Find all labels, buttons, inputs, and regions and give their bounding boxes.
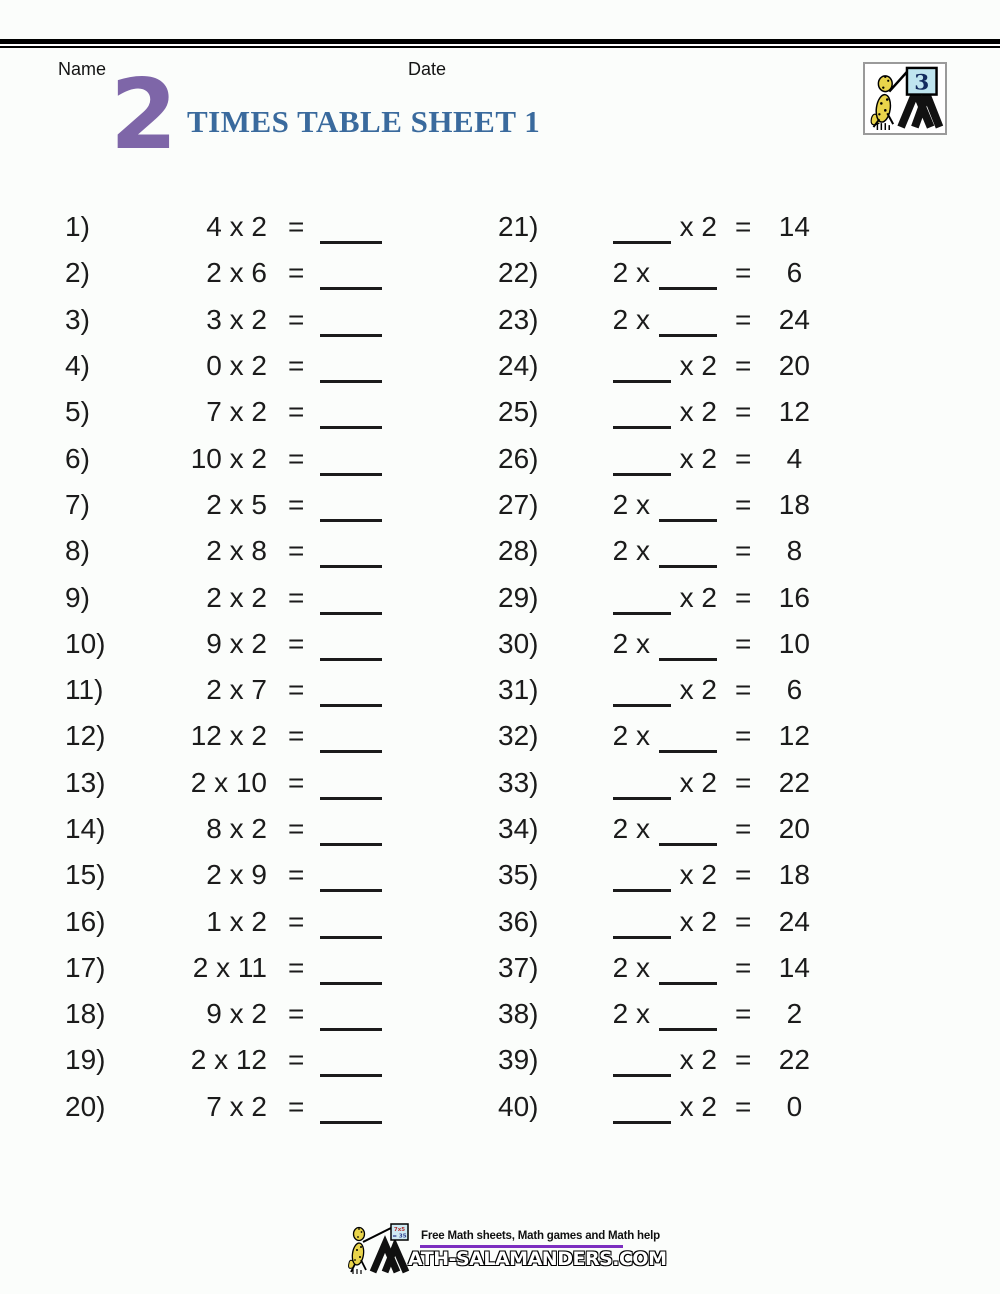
equals-sign: = [735, 488, 752, 520]
problem-expression: 2 x 2 [206, 581, 267, 613]
factor-blank [613, 1094, 671, 1124]
problem-expression: 2 x 11 [192, 951, 267, 983]
mini-sign-line2: = 35 [392, 1233, 407, 1240]
sheet-number: 2 [110, 58, 178, 171]
problem-expression: 0 x 2 [206, 350, 267, 382]
problem-row [498, 667, 828, 713]
problem-number: 26) [498, 442, 539, 474]
answer-blank [320, 955, 382, 985]
problem-expression: 4 x 2 [206, 211, 267, 243]
factor-blank [613, 585, 671, 615]
answer-value: 18 [778, 859, 810, 891]
problem-row [498, 852, 828, 898]
problem-expression: 2 x 7 [206, 674, 267, 706]
answer-value: 24 [778, 905, 810, 937]
problem-expression [605, 952, 717, 984]
answer-blank [320, 1001, 382, 1031]
problem-number: 32) [498, 720, 539, 752]
problem-row [65, 250, 395, 296]
expression-prefix: 2 x [612, 303, 650, 335]
problem-expression [605, 998, 717, 1030]
problem-number: 39) [498, 1044, 539, 1076]
top-rule [0, 39, 1000, 48]
factor-blank [613, 677, 671, 707]
answer-blank [320, 816, 382, 846]
answer-value: 22 [778, 766, 810, 798]
problem-row [65, 667, 395, 713]
problem-number: 31) [498, 674, 539, 706]
expression-suffix: x 2 [679, 905, 717, 937]
expression-suffix: x 2 [679, 766, 717, 798]
answer-blank [320, 446, 382, 476]
problem-row [65, 389, 395, 435]
problem-row [498, 528, 828, 574]
answer-value: 8 [786, 535, 803, 567]
problem-number: 25) [498, 396, 539, 428]
problem-number: 23) [498, 303, 539, 335]
problem-number: 28) [498, 535, 539, 567]
equals-sign: = [735, 1044, 752, 1076]
problem-row [65, 852, 395, 898]
answer-blank [320, 723, 382, 753]
answer-value: 14 [778, 951, 810, 983]
problem-expression [605, 628, 717, 660]
equals-sign: = [735, 813, 752, 844]
problem-row [65, 991, 395, 1037]
problem-expression: 2 x 10 [190, 766, 267, 798]
factor-blank [659, 816, 717, 846]
problem-number: 40) [498, 1090, 539, 1122]
name-label: Name [58, 59, 107, 79]
problem-number: 33) [498, 766, 539, 798]
answer-blank [320, 862, 382, 892]
problem-row [65, 204, 395, 250]
problem-row [498, 204, 828, 250]
problem-expression: 2 x 12 [190, 1044, 267, 1076]
expression-prefix: 2 x [612, 257, 650, 289]
equals-sign: = [735, 396, 752, 428]
answer-value: 4 [786, 442, 803, 474]
tagline: Free Math sheets, Math games and Math help [421, 1230, 660, 1242]
equals-sign: = [288, 303, 305, 335]
answer-value: 0 [786, 1090, 803, 1122]
problem-number: 13) [65, 766, 106, 798]
problem-expression: 2 x 9 [206, 859, 267, 891]
problem-number: 1) [65, 211, 90, 243]
factor-blank [613, 399, 671, 429]
problem-row [65, 713, 395, 759]
problem-expression [605, 813, 717, 845]
problem-row [498, 482, 828, 528]
mini-sign-line1: 7x5 [393, 1227, 406, 1233]
problem-row [498, 713, 828, 759]
problem-number: 35) [498, 859, 539, 891]
problem-expression [605, 1044, 717, 1076]
answer-blank [320, 770, 382, 800]
problem-number: 11) [65, 674, 104, 706]
answer-blank [320, 260, 382, 290]
answer-blank [320, 353, 382, 383]
factor-blank [659, 307, 717, 337]
problem-number: 12) [65, 720, 106, 752]
equals-sign: = [735, 627, 752, 659]
problem-row [498, 250, 828, 296]
m-logo-icon [901, 92, 939, 127]
problem-expression: 7 x 2 [206, 1090, 267, 1122]
problem-row [65, 806, 395, 852]
equals-sign: = [288, 535, 305, 567]
problem-number: 17) [65, 951, 106, 983]
equals-sign: = [735, 998, 752, 1030]
problem-expression: 10 x 2 [190, 442, 267, 474]
expression-prefix: 2 x [612, 488, 650, 520]
factor-blank [659, 492, 717, 522]
page-title: TIMES TABLE SHEET 1 [187, 104, 541, 139]
factor-blank [613, 353, 671, 383]
problem-number: 10) [65, 627, 106, 659]
equals-sign: = [735, 951, 752, 983]
problem-expression [605, 211, 717, 243]
expression-prefix: 2 x [612, 720, 650, 752]
equals-sign: = [288, 581, 305, 613]
problem-row [65, 435, 395, 481]
equals-sign: = [735, 303, 752, 335]
problem-expression: 3 x 2 [206, 303, 267, 335]
expression-suffix: x 2 [679, 1044, 717, 1076]
problem-number: 7) [65, 488, 90, 520]
equals-sign: = [735, 442, 752, 474]
problem-row [498, 435, 828, 481]
problem-number: 29) [498, 581, 539, 613]
expression-suffix: x 2 [679, 674, 717, 706]
answer-value: 14 [778, 211, 810, 243]
badge-number: 3 [914, 70, 930, 96]
problem-expression [605, 350, 717, 382]
problem-number: 18) [65, 998, 106, 1030]
footer-logo-area [345, 1222, 665, 1294]
problem-row [498, 1037, 828, 1083]
factor-blank [613, 1047, 671, 1077]
equals-sign: = [735, 211, 752, 243]
expression-prefix: 2 x [612, 627, 650, 659]
problem-row [498, 806, 828, 852]
expression-suffix: x 2 [679, 396, 717, 428]
problem-number: 24) [498, 350, 539, 382]
answer-blank [320, 492, 382, 522]
problem-expression [605, 720, 717, 752]
factor-blank [659, 538, 717, 568]
factor-blank [659, 955, 717, 985]
problem-row [498, 297, 828, 343]
problem-expression [605, 489, 717, 521]
problem-expression [605, 443, 717, 475]
problem-number: 14) [65, 813, 106, 844]
problem-row [65, 1037, 395, 1083]
answer-blank [320, 399, 382, 429]
equals-sign: = [735, 766, 752, 798]
problem-row [65, 945, 395, 991]
answer-value: 22 [778, 1044, 810, 1076]
factor-blank [613, 446, 671, 476]
answer-blank [320, 1047, 382, 1077]
problem-row [498, 621, 828, 667]
expression-suffix: x 2 [679, 211, 717, 243]
problem-number: 37) [498, 951, 539, 983]
equals-sign: = [288, 951, 305, 983]
answer-blank [320, 307, 382, 337]
problem-expression: 2 x 5 [206, 488, 267, 520]
problem-number: 5) [65, 396, 90, 428]
factor-blank [659, 1001, 717, 1031]
equals-sign: = [735, 350, 752, 382]
problem-row [498, 945, 828, 991]
equals-sign: = [288, 998, 305, 1030]
problem-expression [605, 767, 717, 799]
expression-prefix: 2 x [612, 813, 650, 844]
problem-number: 19) [65, 1044, 106, 1076]
problem-expression: 9 x 2 [206, 998, 267, 1030]
problem-number: 21) [498, 211, 539, 243]
expression-prefix: 2 x [612, 951, 650, 983]
equals-sign: = [735, 720, 752, 752]
expression-suffix: x 2 [679, 442, 717, 474]
problem-expression: 8 x 2 [206, 813, 267, 844]
problem-expression: 9 x 2 [206, 627, 267, 659]
equals-sign: = [288, 396, 305, 428]
problem-expression [605, 304, 717, 336]
factor-blank [613, 770, 671, 800]
problem-row [498, 574, 828, 620]
problem-expression: 2 x 6 [206, 257, 267, 289]
answer-value: 10 [778, 627, 810, 659]
answer-blank [320, 585, 382, 615]
problem-number: 15) [65, 859, 106, 891]
factor-blank [613, 214, 671, 244]
date-label: Date [408, 59, 447, 79]
problem-number: 9) [65, 581, 90, 613]
problem-expression [605, 859, 717, 891]
problem-number: 27) [498, 488, 539, 520]
answer-value: 12 [778, 720, 810, 752]
answer-value: 24 [778, 303, 810, 335]
factor-blank [659, 723, 717, 753]
problem-number: 4) [65, 350, 90, 382]
equals-sign: = [288, 813, 305, 844]
equals-sign: = [735, 674, 752, 706]
equals-sign: = [288, 211, 305, 243]
problem-row [65, 343, 395, 389]
equals-sign: = [288, 859, 305, 891]
equals-sign: = [288, 905, 305, 937]
equals-sign: = [288, 257, 305, 289]
problem-expression: 1 x 2 [206, 905, 267, 937]
equals-sign: = [288, 488, 305, 520]
problem-row [65, 621, 395, 667]
problem-number: 16) [65, 905, 106, 937]
problem-number: 3) [65, 303, 90, 335]
problem-row [65, 1084, 395, 1130]
answer-value: 2 [786, 998, 803, 1030]
problem-expression: 2 x 8 [206, 535, 267, 567]
problem-number: 36) [498, 905, 539, 937]
problem-expression [605, 1091, 717, 1123]
expression-suffix: x 2 [679, 859, 717, 891]
answer-blank [320, 214, 382, 244]
problem-row [498, 898, 828, 944]
problem-row [65, 760, 395, 806]
problem-row [498, 1084, 828, 1130]
problem-number: 38) [498, 998, 539, 1030]
problem-number: 34) [498, 813, 539, 844]
problem-expression [605, 906, 717, 938]
equals-sign: = [288, 627, 305, 659]
answer-value: 12 [778, 396, 810, 428]
answer-blank [320, 677, 382, 707]
problem-row [498, 343, 828, 389]
problem-row [65, 898, 395, 944]
equals-sign: = [735, 581, 752, 613]
m-logo-icon [373, 1244, 406, 1272]
problem-number: 2) [65, 257, 90, 289]
equals-sign: = [288, 674, 305, 706]
answer-value: 18 [778, 488, 810, 520]
answer-value: 6 [786, 674, 803, 706]
answer-value: 16 [778, 581, 810, 613]
answer-blank [320, 631, 382, 661]
factor-blank [659, 260, 717, 290]
equals-sign: = [735, 257, 752, 289]
factor-blank [613, 862, 671, 892]
factor-blank [659, 631, 717, 661]
expression-suffix: x 2 [679, 1090, 717, 1122]
equals-sign: = [735, 1090, 752, 1122]
problem-row [65, 297, 395, 343]
expression-suffix: x 2 [679, 350, 717, 382]
equals-sign: = [735, 905, 752, 937]
problem-number: 8) [65, 535, 90, 567]
equals-sign: = [735, 535, 752, 567]
problem-row [498, 389, 828, 435]
badge-sign [907, 68, 937, 96]
problem-expression [605, 396, 717, 428]
answer-blank [320, 909, 382, 939]
expression-prefix: 2 x [612, 998, 650, 1030]
problem-number: 20) [65, 1090, 106, 1122]
expression-suffix: x 2 [679, 581, 717, 613]
problem-row [65, 482, 395, 528]
mini-sign [391, 1224, 408, 1240]
problem-row [498, 760, 828, 806]
equals-sign: = [288, 1044, 305, 1076]
problem-expression [605, 582, 717, 614]
problem-row [498, 991, 828, 1037]
answer-value: 6 [786, 257, 803, 289]
equals-sign: = [288, 766, 305, 798]
problem-expression [605, 674, 717, 706]
equals-sign: = [288, 1090, 305, 1122]
answer-blank [320, 538, 382, 568]
problems-right-column [498, 204, 828, 1130]
problem-expression: 7 x 2 [206, 396, 267, 428]
problem-expression [605, 535, 717, 567]
problems-left-column [65, 204, 395, 1130]
problem-number: 30) [498, 627, 539, 659]
equals-sign: = [288, 720, 305, 752]
header-logo-graphic [865, 64, 945, 133]
problem-expression: 12 x 2 [190, 720, 267, 752]
equals-sign: = [288, 442, 305, 474]
problem-number: 22) [498, 257, 539, 289]
problem-expression [605, 257, 717, 289]
problem-row [65, 528, 395, 574]
brand-text: ATH-SALAMANDERS.COM [408, 1248, 667, 1270]
expression-prefix: 2 x [612, 535, 650, 567]
equals-sign: = [288, 350, 305, 382]
answer-value: 20 [778, 813, 810, 844]
problem-number: 6) [65, 442, 90, 474]
header-logo [863, 62, 947, 135]
equals-sign: = [735, 859, 752, 891]
problem-row [65, 574, 395, 620]
factor-blank [613, 909, 671, 939]
answer-value: 20 [778, 350, 810, 382]
answer-blank [320, 1094, 382, 1124]
